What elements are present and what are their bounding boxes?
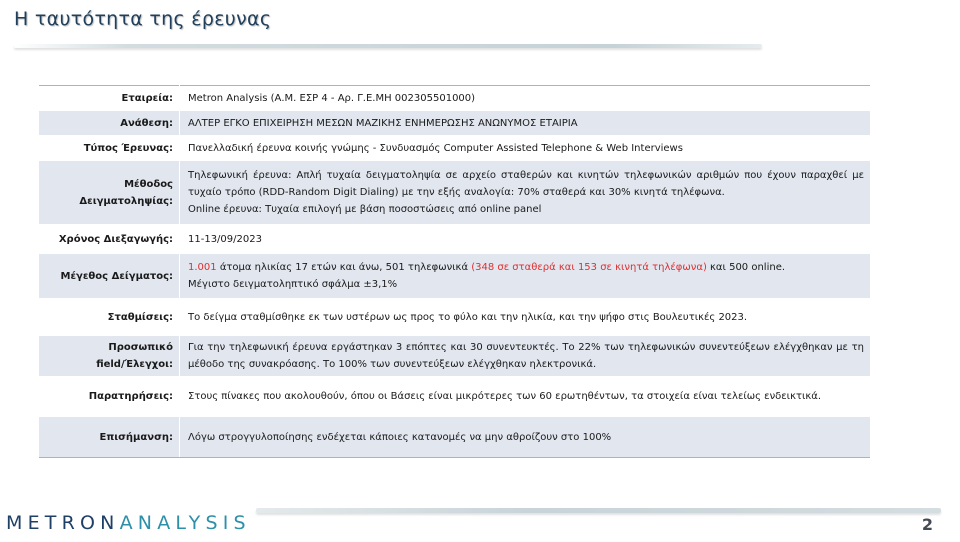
row-label-note: Επισήμανση:	[39, 417, 180, 458]
sampling-online-text: Online έρευνα: Τυχαία επιλογή με βάση ποσοστώσεις από online panel	[188, 204, 542, 215]
row-value-sampling-method	[180, 161, 871, 225]
row-label-line: Δειγματοληψίας:	[79, 195, 173, 207]
table-row	[39, 136, 870, 161]
row-value-company: Metron Analysis (Α.Μ. ΕΣΡ 4 - Αρ. Γ.Ε.ΜΗ 002305501000)	[180, 86, 871, 111]
table-row	[39, 377, 870, 417]
row-label-period: Χρόνος Διεξαγωγής:	[39, 225, 180, 254]
row-label-weighting: Σταθμίσεις:	[39, 299, 180, 336]
sample-breakdown-highlight: (348 σε σταθερά και 153 σε κινητά τηλέφωνα)	[471, 262, 707, 273]
survey-identity-table	[39, 85, 870, 458]
table-row	[39, 299, 870, 336]
sampling-telephone-text: Τηλεφωνική έρευνα: Απλή τυχαία δειγματοληψία σε αρχείο σταθερών και κινητών τηλεφωνικών αριθμών που έχουν παραχθεί με τυχαίο τρόπο (RDD-Random Digit Dialing) με την εξής αναλογία: 70% σταθερά και 30% κινητά τηλέφωνα.	[188, 170, 864, 198]
slide-title: Η ταυτότητα της έρευνας	[14, 8, 272, 30]
row-label-assignment: Ανάθεση:	[39, 111, 180, 136]
table-row	[39, 225, 870, 254]
sampling-error-text: Μέγιστο δειγματοληπτικό σφάλμα ±3,1%	[188, 279, 398, 290]
row-label-company: Εταιρεία:	[39, 86, 180, 111]
row-label-sampling-method	[39, 161, 180, 225]
page-number: 2	[921, 515, 933, 534]
footer-divider	[256, 508, 941, 513]
table-row	[39, 161, 870, 225]
row-label-sample-size: Μέγεθος Δείγματος:	[39, 254, 180, 299]
table-row	[39, 336, 870, 377]
row-value-weighting: Το δείγμα σταθμίσθηκε εκ των υστέρων ως προς το φύλο και την ηλικία, και την ψήφο στις Βουλευτικές 2023.	[180, 299, 871, 336]
sample-size-line	[188, 259, 864, 276]
table-row	[39, 86, 870, 111]
row-value-survey-type: Πανελλαδική έρευνα κοινής γνώμης - Συνδυασμός Computer Assisted Telephone & Web Interviews	[180, 136, 871, 161]
row-label-field-staff	[39, 336, 180, 377]
row-value-remarks: Στους πίνακες που ακολουθούν, όπου οι Βάσεις είναι μικρότερες των 60 ερωτηθέντων, τα στοιχεία είναι τελείως ενδεικτικά.	[180, 377, 871, 417]
row-value-note: Λόγω στρογγυλοποίησης ενδέχεται κάποιες κατανομές να μην αθροίζουν στο 100%	[180, 417, 871, 458]
row-label-line: Μέθοδος	[124, 178, 173, 190]
sample-size-text: άτομα ηλικίας 17 ετών και άνω, 501 τηλεφωνικά	[216, 262, 472, 273]
row-value-assignment: ΑΛΤΕΡ ΕΓΚΟ ΕΠΙΧΕΙΡΗΣΗ ΜΕΣΩΝ ΜΑΖΙΚΗΣ ΕΝΗΜΕΡΩΣΗΣ ΑΝΩΝΥΜΟΣ ΕΤΑΙΡΙΑ	[180, 111, 871, 136]
row-label-survey-type: Τύπος Έρευνας:	[39, 136, 180, 161]
row-label-line: field/Έλεγχοι:	[96, 359, 173, 370]
sample-total-highlight: 1.001	[188, 262, 217, 273]
row-label-line: Προσωπικό	[108, 342, 173, 353]
row-value-sample-size	[180, 254, 871, 299]
sample-size-text: και 500 online.	[706, 262, 786, 273]
row-value-period: 11-13/09/2023	[180, 225, 871, 254]
table-row	[39, 417, 870, 458]
row-value-field-staff: Για την τηλεφωνική έρευνα εργάστηκαν 3 επόπτες και 30 συνεντευκτές. Το 22% των τηλεφωνικών συνεντεύξεων ελέγχθηκαν με τη μέθοδο της συνακρόασης. Το 100% των συνεντεύξεων ελέγχθηκαν ηλεκτρονικά.	[180, 336, 871, 377]
logo-part-analysis: ANALYSIS	[119, 512, 251, 534]
table-row	[39, 111, 870, 136]
title-underline	[14, 44, 762, 48]
table-row	[39, 254, 870, 299]
row-label-remarks: Παρατηρήσεις:	[39, 377, 180, 417]
metron-analysis-logo	[6, 512, 251, 534]
logo-part-metron: METRON	[6, 512, 120, 534]
